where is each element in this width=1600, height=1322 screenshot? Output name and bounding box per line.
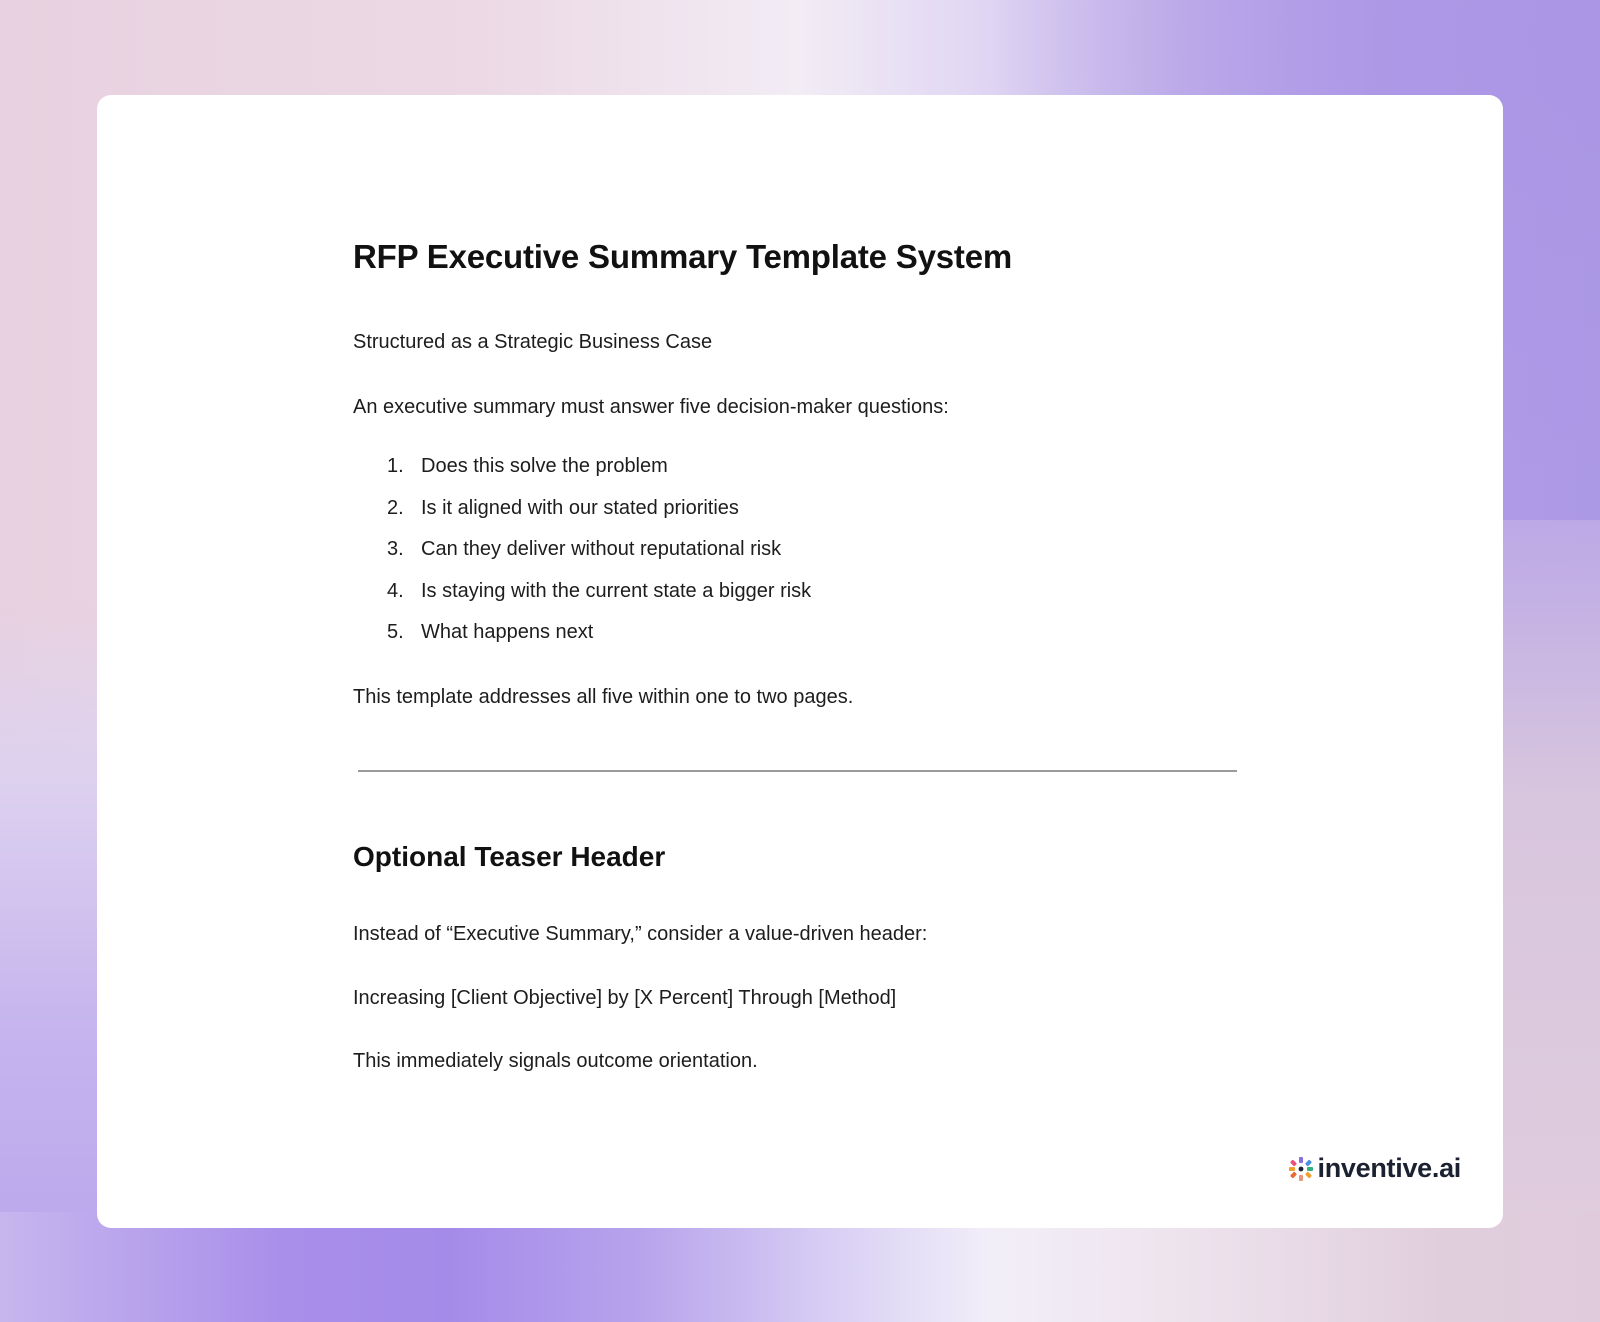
burst-logo-icon [1288,1156,1314,1182]
teaser-outcome-paragraph: This immediately signals outcome orientation. [353,1050,758,1072]
list-item [387,580,811,622]
list-item-text: What happens next [421,621,594,643]
document-card [97,95,1503,1228]
document-subtitle: Structured as a Strategic Business Case [353,331,713,353]
list-item-text: Does this solve the problem [421,455,668,477]
list-item-text: Can they deliver without reputational risk [421,538,782,560]
list-number: 5. [387,621,404,643]
list-item-text: Is it aligned with our stated priorities [421,496,739,519]
list-item [387,497,811,539]
teaser-intro-paragraph: Instead of “Executive Summary,” consider a value-driven header: [353,923,928,945]
intro-paragraph: An executive summary must answer five decision-maker questions: [353,396,949,418]
background-gradient-bottom [0,1212,1600,1322]
list-number: 3. [387,538,404,560]
brand-name: inventive.ai [1317,1153,1461,1183]
list-item [387,455,811,497]
list-number: 2. [387,496,404,519]
list-item [387,538,811,580]
section-heading: Optional Teaser Header [353,841,666,872]
list-item-text: Is staying with the current state a bigger risk [421,579,812,602]
closing-paragraph: This template addresses all five within one to two pages. [353,686,854,708]
section-divider [358,770,1237,772]
document-title: RFP Executive Summary Template System [353,238,1012,275]
teaser-example-paragraph: Increasing [Client Objective] by [X Percent] Through [Method] [353,987,897,1009]
brand-logo [1288,1155,1461,1182]
list-item [387,621,811,663]
decision-questions-list [387,455,811,663]
list-number: 1. [387,455,404,477]
list-number: 4. [387,579,404,602]
